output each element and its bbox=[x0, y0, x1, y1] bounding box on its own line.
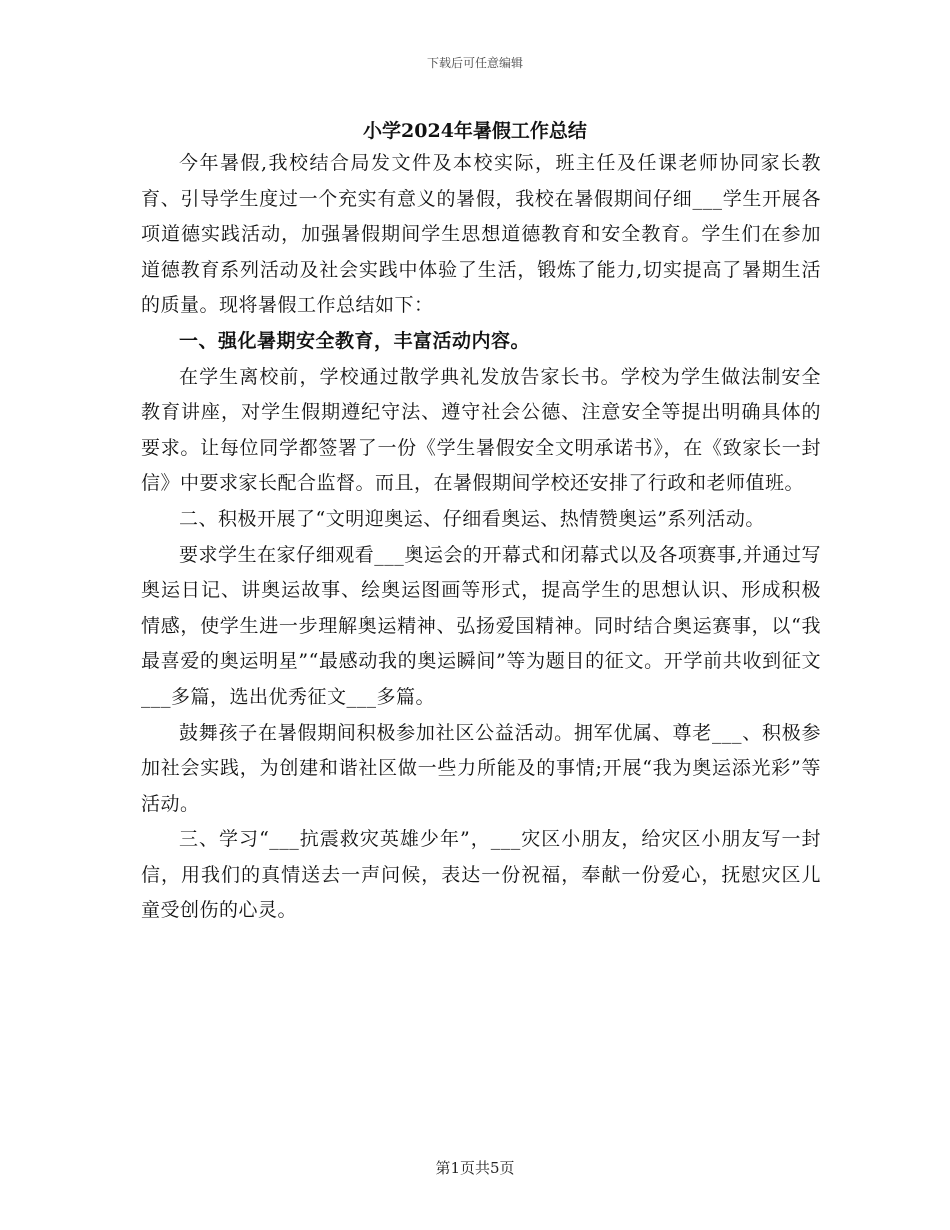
document-body bbox=[141, 146, 821, 929]
paragraph-safety: 在学生离校前，学校通过散学典礼发放告家长书。学校为学生做法制安全教育讲座，对学生假期遵纪守法、遵守社会公德、注意安全等提出明确具体的要求。让每位同学都签署了一份《学生暑假安全文明承诺书》，在《致家长一封信》中要求家长配合监督。而且，在暑假期间学校还安排了行政和老师值班。 bbox=[141, 365, 821, 495]
section-heading-3: 三、学习“___抗震救灾英雄少年”，___灾区小朋友，给灾区小朋友写一封信，用我们的真情送去一声问候，表达一份祝福，奉献一份爱心，抚慰灾区儿童受创伤的心灵。 bbox=[141, 828, 821, 922]
paragraph-community: 鼓舞孩子在暑假期间积极参加社区公益活动。拥军优属、尊老___、积极参加社会实践，为创建和谐社区做一些力所能及的事情;开展“我为奥运添光彩”等活动。 bbox=[141, 721, 821, 815]
paragraph-olympics: 要求学生在家仔细观看___奥运会的开幕式和闭幕式以及各项赛事,并通过写奥运日记、讲奥运故事、绘奥运图画等形式，提高学生的思想认识、形成积极情感，使学生进一步理解奥运精神、弘扬爱国精神。同时结合奥运赛事，以“我最喜爱的奥运明星”“最感动我的奥运瞬间”等为题目的征文。开学前共收到征文___多篇，选出优秀征文___多篇。 bbox=[141, 543, 821, 708]
document-title: 小学2024年暑假工作总结 bbox=[363, 120, 587, 142]
header-note: 下载后可任意编辑 bbox=[426, 56, 523, 70]
section-heading-2: 二、积极开展了“文明迎奥运、仔细看奥运、热情赞奥运”系列活动。 bbox=[179, 507, 765, 530]
paragraph-intro: 今年暑假,我校结合局发文件及本校实际，班主任及任课老师协同家长教育、引导学生度过一个充实有意义的暑假，我校在暑假期间仔细___学生开展各项道德实践活动，加强暑假期间学生思想道德教育和安全教育。学生们在参加道德教育系列活动及社会实践中体验了生活，锻炼了能力,切实提高了暑期生活的质量。现将暑假工作总结如下： bbox=[141, 152, 821, 317]
section-heading-1: 一、强化暑期安全教育，丰富活动内容。 bbox=[179, 329, 531, 352]
page-number: 第1页共5页 bbox=[435, 1159, 515, 1177]
